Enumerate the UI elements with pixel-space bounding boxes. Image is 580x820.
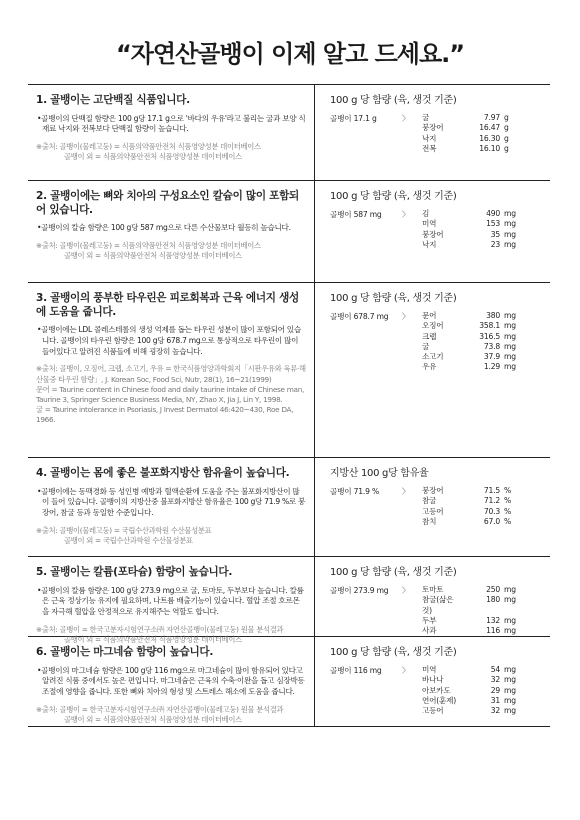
source-line: ※출처: 골뱅이 = 한국고분자시험연구소㈜ 자연산골뱅이(물레고둥) 원물 분석결과 bbox=[36, 704, 284, 714]
item-name: 고등어 bbox=[422, 706, 444, 716]
comparison-grid bbox=[330, 486, 550, 527]
item-value: 490 bbox=[486, 209, 500, 218]
source-line: ※출처: 골뱅이(물레고둥) = 국립수산과학원 수산물성분표 bbox=[36, 525, 212, 535]
item-unit: % bbox=[504, 486, 512, 495]
arrow-icon: 〉 bbox=[402, 487, 410, 496]
item-value: 71.2 bbox=[483, 496, 500, 506]
comparison-item bbox=[422, 219, 532, 229]
item-name: 문어 bbox=[422, 311, 437, 320]
item-value: 250 bbox=[486, 585, 500, 594]
nutrition-table bbox=[28, 84, 550, 727]
comparison-item bbox=[422, 616, 532, 626]
comparison-panel bbox=[315, 557, 550, 636]
source-line: 골뱅이 외 = 국립수산과학원 수산물성분표 bbox=[64, 536, 193, 546]
section-body: •골뱅이에는 LDL 콜레스테롤의 생성 억제를 돕는 타우린 성분이 많이 포함되어 있습니다. 골뱅이의 타우린 함량은 100 g당 678.7 mg으로 통상적으로 타우린이 많이 들어있다고 알려진 식품들에 비해 굉장히 높습니다. bbox=[37, 325, 301, 356]
item-unit: % bbox=[504, 496, 512, 506]
item-name: 낙지 bbox=[422, 239, 437, 249]
item-name: 사과 bbox=[422, 626, 437, 636]
comparison-grid bbox=[330, 585, 550, 636]
source-line: 굴 = Taurine intolerance in Psoriasis, J Invest Dermatol 46:420~430, Roe DA, 1966. bbox=[36, 405, 294, 425]
item-unit: mg bbox=[504, 675, 516, 685]
arrow-icon: 〉 bbox=[402, 586, 410, 595]
arrow-icon: 〉 bbox=[402, 210, 410, 219]
comparison-list bbox=[422, 585, 532, 636]
item-value: 16.30 bbox=[479, 133, 500, 143]
item-value: 153 bbox=[486, 219, 500, 229]
highlight-value: 골뱅이 17.1 g bbox=[330, 114, 377, 123]
item-unit: % bbox=[504, 516, 512, 526]
comparison-panel bbox=[315, 458, 550, 556]
item-value: 37.9 bbox=[483, 352, 500, 362]
section-row bbox=[28, 557, 550, 645]
comparison-item bbox=[422, 706, 532, 716]
comparison-panel bbox=[315, 637, 550, 726]
source-line: 골뱅이 외 = 식품의약품안전처 식품영양성분 데이터베이스 bbox=[64, 635, 242, 645]
source-note bbox=[36, 705, 306, 725]
item-name: 소고기 bbox=[422, 352, 444, 362]
source-line: ※출처: 골뱅이, 오징어, 크랩, 소고기, 우유 = 한국식품영양과학회지「시판우유와 육류·해산물중 타우린 함량」, J. Korean Soc, Food Sci, Nutr, 28(1), 16~21(1999) bbox=[36, 364, 306, 384]
item-name: 굴 bbox=[422, 341, 430, 351]
comparison-item bbox=[422, 486, 532, 496]
item-value: 54 bbox=[490, 665, 500, 674]
item-unit: mg bbox=[504, 209, 516, 218]
comparison-list bbox=[422, 486, 532, 527]
arrow-icon: 〉 bbox=[402, 312, 410, 321]
comparison-item bbox=[422, 311, 532, 321]
item-value: 116 bbox=[486, 626, 500, 636]
comparison-item bbox=[422, 675, 532, 685]
item-name: 붕장어 bbox=[422, 229, 444, 239]
section-body: •골뱅이에는 동맥경화 등 성인병 예방과 혈액순환에 도움을 주는 불포화지방산이 많이 들어 있습니다. 골뱅이의 지방산중 불포화지방산 함유율은 100 g당 71.9 %로 붕장어, 참굴 등과 동일한 수준입니다. bbox=[37, 486, 306, 518]
source-line: 골뱅이 외 = 식품의약품안전처 식품영양성분 데이터베이스 bbox=[64, 715, 242, 725]
section-row bbox=[28, 181, 550, 283]
comparison-title: 100 g 당 함량 (육, 생것 기준) bbox=[330, 191, 457, 202]
section-row bbox=[28, 458, 550, 557]
item-unit: mg bbox=[504, 626, 516, 636]
arrow-icon: 〉 bbox=[402, 114, 410, 123]
item-name: 붕장어 bbox=[422, 486, 444, 495]
item-unit: g bbox=[504, 133, 509, 143]
section-row bbox=[28, 85, 550, 181]
highlight-value: 골뱅이 273.9 mg bbox=[330, 586, 389, 595]
section-row bbox=[28, 637, 550, 727]
item-unit: mg bbox=[504, 585, 516, 594]
item-value: 71.5 bbox=[483, 486, 500, 495]
item-name: 참굴(삶은 것) bbox=[422, 595, 454, 615]
section-description bbox=[28, 181, 315, 282]
item-name: 참굴 bbox=[422, 496, 437, 506]
section-body: •골뱅이의 단백질 함량은 100 g당 17.1 g으로 '바다의 우유'라고 불리는 굴과 보양 식재료 낙지와 전복보다 단백질 함량이 높습니다. bbox=[37, 113, 306, 134]
comparison-item bbox=[422, 686, 532, 696]
comparison-title: 100 g 당 함량 (육, 생것 기준) bbox=[330, 293, 457, 304]
comparison-item bbox=[422, 665, 532, 675]
section-body: •골뱅이의 마그네슘 함량은 100 g당 116 mg으로 마그네슘이 많이 함유되어 있다고 알려진 식품 중에서도 높은 편입니다. 마그네슘은 근육의 수축·이완을 돕고 심장박동 조절에 영향을 줍니다. 또한 뼈와 치아의 형성 및 스트레스 해소에 도움을 줍니다. bbox=[37, 665, 305, 697]
comparison-panel bbox=[315, 85, 550, 180]
comparison-list bbox=[422, 113, 532, 154]
highlight-value: 골뱅이 587 mg bbox=[330, 210, 382, 219]
section-heading: 4. 골뱅이는 몸에 좋은 불포화지방산 함유율이 높습니다. bbox=[36, 467, 290, 479]
comparison-panel bbox=[315, 283, 550, 457]
item-value: 31 bbox=[490, 695, 500, 705]
comparison-item bbox=[422, 362, 532, 372]
item-unit: mg bbox=[504, 665, 516, 674]
item-name: 토마토 bbox=[422, 585, 444, 594]
comparison-grid bbox=[330, 113, 550, 154]
comparison-title: 지방산 100 g당 함유율 bbox=[330, 468, 429, 479]
item-unit: mg bbox=[504, 341, 516, 351]
section-heading: 5. 골뱅이는 칼륨(포타슘) 함량이 높습니다. bbox=[36, 566, 233, 578]
item-unit: mg bbox=[504, 311, 516, 320]
item-unit: g bbox=[504, 123, 509, 133]
item-value: 358.1 bbox=[479, 321, 500, 331]
section-description bbox=[28, 557, 315, 645]
highlight-value: 골뱅이 71.9 % bbox=[330, 487, 379, 496]
section-description bbox=[28, 637, 315, 726]
comparison-title: 100 g 당 함량 (육, 생것 기준) bbox=[330, 647, 457, 658]
source-note bbox=[36, 142, 306, 162]
item-name: 미역 bbox=[422, 665, 437, 674]
comparison-list bbox=[422, 665, 532, 716]
comparison-item bbox=[422, 144, 532, 154]
item-name: 미역 bbox=[422, 219, 437, 229]
comparison-item bbox=[422, 342, 532, 352]
comparison-item bbox=[422, 332, 532, 342]
item-value: 32 bbox=[490, 675, 500, 685]
item-name: 두부 bbox=[422, 615, 437, 625]
item-value: 32 bbox=[490, 706, 500, 716]
item-unit: mg bbox=[504, 239, 516, 249]
item-unit: mg bbox=[504, 685, 516, 695]
highlight-value: 골뱅이 678.7 mg bbox=[330, 312, 389, 321]
comparison-grid bbox=[330, 209, 550, 250]
comparison-grid bbox=[330, 311, 550, 373]
item-unit: mg bbox=[504, 595, 516, 605]
comparison-grid bbox=[330, 665, 550, 716]
item-unit: mg bbox=[504, 331, 516, 341]
comparison-item bbox=[422, 321, 532, 331]
item-value: 316.5 bbox=[479, 331, 500, 341]
highlight-value: 골뱅이 116 mg bbox=[330, 666, 382, 675]
comparison-panel bbox=[315, 181, 550, 282]
comparison-item bbox=[422, 352, 532, 362]
item-name: 전복 bbox=[422, 143, 437, 153]
section-description bbox=[28, 458, 315, 556]
comparison-item bbox=[422, 595, 532, 616]
item-unit: mg bbox=[504, 321, 516, 331]
item-value: 23 bbox=[490, 239, 500, 249]
comparison-item bbox=[422, 696, 532, 706]
item-name: 김 bbox=[422, 209, 430, 218]
comparison-title: 100 g 당 함량 (육, 생것 기준) bbox=[330, 95, 457, 106]
source-line: ※출처: 골뱅이(물레고둥) = 식품의약품안전처 식품영양성분 데이터베이스 bbox=[36, 240, 261, 250]
item-value: 70.3 bbox=[483, 506, 500, 516]
item-value: 7.97 bbox=[483, 113, 500, 122]
source-line: 문어 = Taurine content in Chinese food and daily taurine intake of Chinese man, Taurine 3, Springer Science Business Media, NY, Zhao X, Jia J, Lin Y, 1998. bbox=[36, 384, 305, 404]
comparison-item bbox=[422, 113, 532, 123]
comparison-title: 100 g 당 함량 (육, 생것 기준) bbox=[330, 567, 457, 578]
item-unit: mg bbox=[504, 706, 516, 716]
item-value: 132 bbox=[486, 615, 500, 625]
comparison-item bbox=[422, 585, 532, 595]
source-line: 골뱅이 외 = 식품의약품안전처 식품영양성분 데이터베이스 bbox=[64, 152, 242, 162]
item-name: 연어(훈제) bbox=[422, 695, 457, 705]
section-description bbox=[28, 85, 315, 180]
item-name: 참치 bbox=[422, 516, 437, 526]
comparison-item bbox=[422, 517, 532, 527]
item-name: 붕장어 bbox=[422, 123, 444, 133]
item-unit: mg bbox=[504, 352, 516, 362]
section-heading: 1. 골뱅이는 고단백질 식품입니다. bbox=[36, 94, 190, 106]
arrow-icon: 〉 bbox=[402, 666, 410, 675]
comparison-item bbox=[422, 496, 532, 506]
item-value: 67.0 bbox=[483, 516, 500, 526]
source-note bbox=[36, 526, 306, 546]
item-name: 낙지 bbox=[422, 133, 437, 143]
item-unit: mg bbox=[504, 219, 516, 229]
item-value: 16.10 bbox=[479, 143, 500, 153]
comparison-item bbox=[422, 209, 532, 219]
item-unit: g bbox=[504, 113, 509, 122]
comparison-list bbox=[422, 311, 532, 373]
comparison-item bbox=[422, 240, 532, 250]
item-unit: mg bbox=[504, 695, 516, 705]
item-unit: mg bbox=[504, 615, 516, 625]
item-name: 고등어 bbox=[422, 506, 444, 516]
item-unit: mg bbox=[504, 229, 516, 239]
comparison-item bbox=[422, 507, 532, 517]
section-body: •골뱅이의 칼슘 함량은 100 g당 587 mg으로 다른 수산물보다 월등히 높습니다. bbox=[37, 223, 291, 232]
comparison-item bbox=[422, 123, 532, 133]
source-line: 골뱅이 외 = 식품의약품안전처 식품영양성분 데이터베이스 bbox=[64, 251, 242, 260]
item-value: 16.47 bbox=[479, 123, 500, 133]
item-value: 380 bbox=[486, 311, 500, 320]
item-value: 29 bbox=[490, 685, 500, 695]
item-name: 우유 bbox=[422, 362, 437, 372]
comparison-item bbox=[422, 230, 532, 240]
item-name: 아보카도 bbox=[422, 685, 451, 695]
section-heading: 6. 골뱅이는 마그네슘 함량이 높습니다. bbox=[36, 646, 214, 658]
comparison-item bbox=[422, 134, 532, 144]
section-description bbox=[28, 283, 315, 457]
item-unit: g bbox=[504, 143, 509, 153]
section-body: •골뱅이의 칼륨 함량은 100 g당 273.9 mg으로 굴, 토마토, 두부보다 높습니다. 칼륨은 근육 정상기능 유지에 필요하며, 나트륨 배출기능이 있습니다. 혈압 조절 호르몬을 자극해 혈압을 안정적으로 유지해주는 역할도 합니다. bbox=[37, 585, 304, 617]
source-line: ※출처: 골뱅이 = 한국고분자시험연구소㈜ 자연산골뱅이(물레고둥) 원물 분석결과 bbox=[36, 624, 284, 634]
item-unit: % bbox=[504, 506, 512, 516]
item-name: 크랩 bbox=[422, 331, 437, 341]
section-heading: 3. 골뱅이의 풍부한 타우린은 피로회복과 근육 에너지 생성에 도움을 줍니다. bbox=[36, 292, 299, 318]
comparison-item bbox=[422, 626, 532, 636]
item-value: 35 bbox=[490, 229, 500, 239]
comparison-list bbox=[422, 209, 532, 250]
item-name: 바나나 bbox=[422, 675, 444, 685]
source-note bbox=[36, 364, 306, 425]
section-row bbox=[28, 283, 550, 458]
item-value: 180 bbox=[486, 595, 500, 605]
item-name: 오징어 bbox=[422, 321, 444, 331]
item-name: 굴 bbox=[422, 113, 430, 122]
source-note bbox=[36, 241, 306, 261]
page-title: “자연산골뱅이 이제 알고 드세요.” bbox=[115, 40, 465, 68]
item-value: 73.8 bbox=[483, 341, 500, 351]
item-value: 1.29 bbox=[483, 362, 500, 372]
section-heading: 2. 골뱅이에는 뼈와 치아의 구성요소인 칼슘이 많이 포함되어 있습니다. bbox=[36, 190, 299, 216]
source-line: ※출처: 골뱅이(물레고둥) = 식품의약품안전처 식품영양성분 데이터베이스 bbox=[36, 142, 261, 152]
item-unit: mg bbox=[504, 362, 516, 372]
